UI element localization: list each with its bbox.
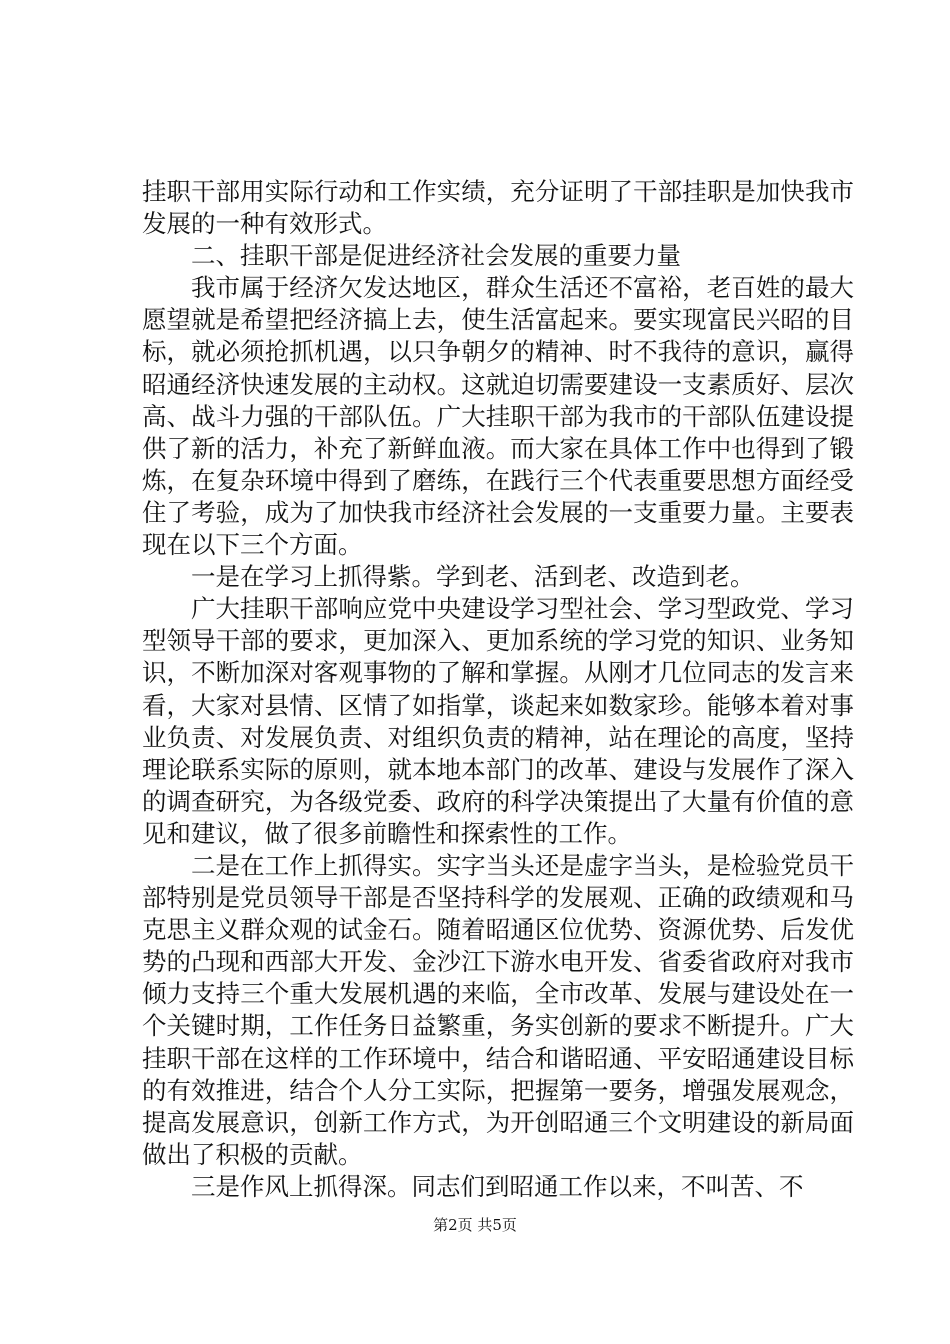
document-body	[142, 176, 854, 1203]
page-number: 第2页 共5页	[433, 1216, 517, 1234]
paragraph: 一是在学习上抓得紫。学到老、活到老、改造到老。	[191, 562, 755, 592]
paragraph: 广大挂职干部响应党中央建设学习型社会、学习型政党、学习型领导干部的要求，更加深入、更加系统的学习党的知识、业务知识，不断加深对客观事物的了解和掌握。从刚才几位同志的发言来看，大家对县情、区情了如指掌，谈起来如数家珍。能够本着对事业负责、对发展负责、对组织负责的精神，站在理论的高度，坚持理论联系实际的原则，就本地本部门的改革、建设与发展作了深入的调查研究，为各级党委、政府的科学决策提出了大量有价值的意见和建议，做了很多前瞻性和探索性的工作。	[142, 594, 854, 848]
paragraph: 二是在工作上抓得实。实字当头还是虚字当头，是检验党员干部特别是党员领导干部是否坚持科学的发展观、正确的政绩观和马克思主义群众观的试金石。随着昭通区位优势、资源优势、后发优势的凸现和西部大开发、金沙江下游水电开发、省委省政府对我市倾力支持三个重大发展机遇的来临，全市改革、发展与建设处在一个关键时期，工作任务日益繁重，务实创新的要求不断提升。广大挂职干部在这样的工作环境中，结合和谐昭通、平安昭通建设目标的有效推进，结合个人分工实际，把握第一要务，增强发展观念，提高发展意识，创新工作方式，为开创昭通三个文明建设的新局面做出了积极的贡献。	[142, 850, 854, 1169]
paragraph: 我市属于经济欠发达地区，群众生活还不富裕，老百姓的最大愿望就是希望把经济搞上去，使生活富起来。要实现富民兴昭的目标，就必须抢抓机遇，以只争朝夕的精神、时不我待的意识，赢得昭通经济快速发展的主动权。这就迫切需要建设一支素质好、层次高、战斗力强的干部队伍。广大挂职干部为我市的干部队伍建设提供了新的活力，补充了新鲜血液。而大家在具体工作中也得到了锻炼，在复杂环境中得到了磨练，在践行三个代表重要思想方面经受住了考验，成为了加快我市经济社会发展的一支重要力量。主要表现在以下三个方面。	[142, 273, 854, 560]
paragraph: 三是作风上抓得深。同志们到昭通工作以来，不叫苦、不	[191, 1171, 804, 1201]
section-heading: 二、挂职干部是促进经济社会发展的重要力量	[191, 241, 681, 271]
paragraph: 挂职干部用实际行动和工作实绩，充分证明了干部挂职是加快我市发展的一种有效形式。	[142, 177, 854, 239]
page-footer	[0, 1214, 950, 1235]
